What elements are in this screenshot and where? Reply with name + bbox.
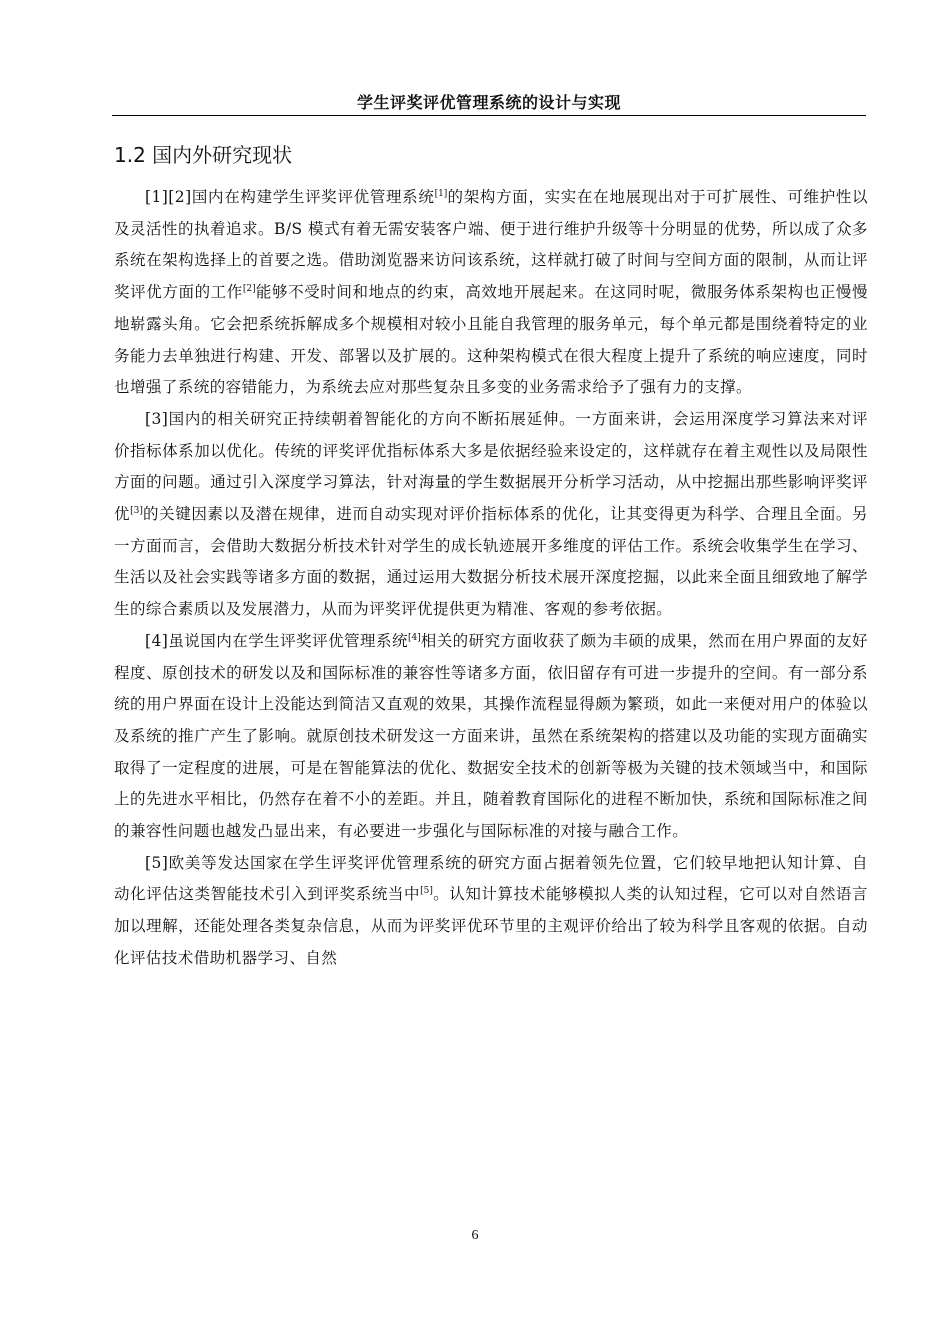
paragraph-text: [4]虽说国内在学生评奖评优管理系统 xyxy=(145,631,408,650)
paragraph-text: 相关的研究方面收获了颇为丰硕的成果，然而在用户界面的友好程度、原创技术的研发以及和国际标准的兼容性等诸多方面，依旧留存有可进一步提升的空间。有一部分系统的用户界面在设计上没能达到简洁又直观的效果，其操作流程显得颇为繁琐，如此一来便对用户的体验以及系统的推广产生了影响。就原创技术研发这一方面来讲，虽然在系统架构的搭建以及功能的实现方面确实取得了一定程度的进展，可是在智能算法的优化、数据安全技术的创新等极为关键的技术领域当中，和国际上的先进水平相比，仍然存在着不小的差距。并且，随着教育国际化的进程不断加快，系统和国际标准之间的兼容性问题也越发凸显出来，有必要进一步强化与国际标准的对接与融合工作。 xyxy=(114,631,868,841)
citation-ref: [2] xyxy=(242,283,256,294)
citation-ref: [4] xyxy=(407,632,421,643)
paragraph-1 xyxy=(114,182,868,404)
citation-ref: [5] xyxy=(420,886,433,897)
paragraph-text: 的关键因素以及潜在规律，进而自动实现对评价指标体系的优化，让其变得更为科学、合理且全面。另一方面而言，会借助大数据分析技术针对学生的成长轨迹展开多维度的评估工作。系统会收集学生在学习、生活以及社会实践等诸多方面的数据，通过运用大数据分析技术展开深度挖掘，以此来全面且细致地了解学生的综合素质以及发展潜力，从而为评奖评优提供更为精准、客观的参考依据。 xyxy=(114,505,868,619)
citation-ref: [3] xyxy=(130,505,143,516)
paragraph-text: [5]欧美等发达国家在学生评奖评优管理系统的研究方面占据着领先位置，它们较早地把认知计算、自动化评估这类智能技术引入到评奖系统当中 xyxy=(114,853,868,904)
paragraph-text: [1][2]国内在构建学生评奖评优管理系统 xyxy=(145,188,435,206)
paragraph-text: 能够不受时间和地点的约束，高效地开展起来。在这同时呢，微服务体系架构也正慢慢地崭露头角。它会把系统拆解成多个规模相对较小且能自我管理的服务单元，每个单元都是围绕着特定的业务能力去单独进行构建、开发、部署以及扩展的。这种架构模式在很大程度上提升了系统的响应速度，同时也增强了系统的容错能力，为系统去应对那些复杂且多变的业务需求给予了强有力的支撑。 xyxy=(114,283,868,397)
page-header xyxy=(112,93,866,116)
paragraph-2 xyxy=(114,404,868,626)
paragraph-text: [3]国内的相关研究正持续朝着智能化的方向不断拓展延伸。一方面来讲，会运用深度学习算法来对评价指标体系加以优化。传统的评奖评优指标体系大多是依据经验来设定的，这样就存在着主观性以及局限性方面的问题。通过引入深度学习算法，针对海量的学生数据展开分析学习活动，从中挖掘出那些影响评奖评优 xyxy=(114,409,868,524)
citation-ref: [1] xyxy=(434,188,448,199)
paragraph-4 xyxy=(114,848,868,975)
section-heading: 1.2 国内外研究现状 xyxy=(114,143,293,167)
paragraph-text: 。认知计算技术能够模拟人类的认知过程，它可以对自然语言加以理解，还能处理各类复杂信息，从而为评奖评优环节里的主观评价给出了较为科学且客观的依据。自动化评估技术借助机器学习、自然 xyxy=(114,885,868,967)
document-title: 学生评奖评优管理系统的设计与实现 xyxy=(356,93,621,112)
page-number: 6 xyxy=(471,1228,479,1243)
paragraph-3 xyxy=(114,626,868,848)
paragraph-text: 的架构方面，实实在在地展现出对于可扩展性、可维护性以及灵活性的执着追求。B/S 模式有着无需安装客户端、便于进行维护升级等十分明显的优势，所以成了众多系统在架构选择上的首要之选。借助浏览器来访问该系统，这样就打破了时间与空间方面的限制，从而让评奖评优方面的工作 xyxy=(114,188,869,302)
body-text xyxy=(114,182,868,975)
